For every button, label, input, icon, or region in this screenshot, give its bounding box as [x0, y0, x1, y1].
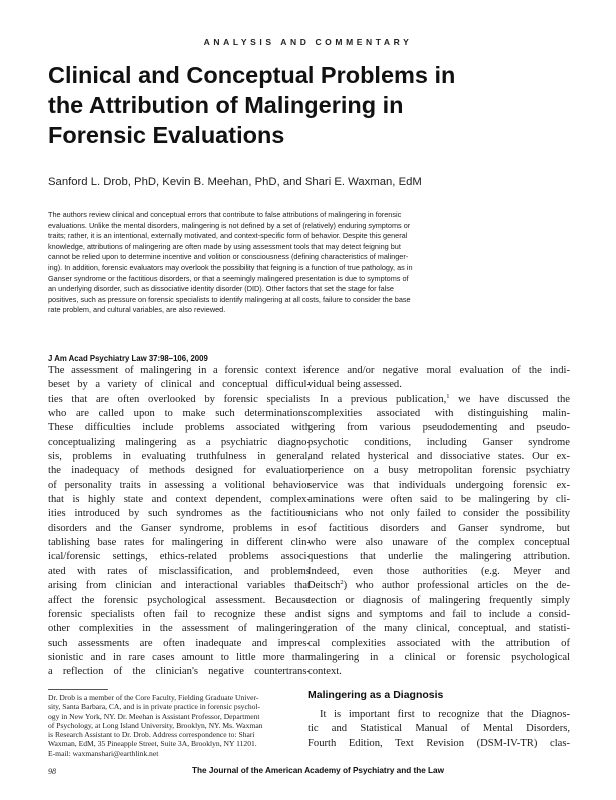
- body-line: beset by a variety of clinical and conceptual difficul-: [48, 379, 310, 391]
- body-line: malingering in a clinical or forensic psychological: [308, 651, 570, 663]
- abstract-line: traits; rather, it is an intentional, externally motivated, and context-specific form of behavior. Despite this general: [48, 231, 408, 241]
- body-line: disorders and the Ganser syndrome, problems in es-: [48, 522, 310, 534]
- body-line: and related hysterical and dissociative states. Our ex-: [308, 451, 570, 463]
- body-line: gering from various pseudodementing and pseudo-: [308, 422, 570, 434]
- spacer: [308, 680, 570, 688]
- body-line: sis, problems in evaluating truthfulness in general,: [48, 451, 310, 463]
- abstract-line: positives, such as pressure on forensic specialists to identify malingering at all costs, failure to consider the base: [48, 294, 411, 304]
- body-line: affect the forensic psychological assessment. Because: [48, 594, 310, 606]
- body-line: who are called upon to make such determinations.: [48, 408, 310, 420]
- abstract-line: The authors review clinical and conceptual errors that contribute to false attributions of malingering in forensic: [48, 210, 402, 219]
- body-line: ated with rates of misclassification, and problems: [48, 565, 310, 577]
- title-line: Clinical and Conceptual Problems in: [48, 62, 456, 88]
- body-line: It is important first to recognize that the Diagnos-: [320, 708, 570, 720]
- body-line: complexities associated with distinguishing malin-: [308, 408, 570, 420]
- abstract-line: rate problem, and cultural variables, are also reviewed.: [48, 305, 226, 315]
- body-right-column: [308, 364, 570, 751]
- footnote-line: Waxman, EdM, 35 Pineapple Street, Suite 3A, Brooklyn, NY 11201.: [48, 739, 257, 749]
- body-line: of personality traits in assessing a volitional behavior: [48, 479, 310, 491]
- body-line: such assessments are often inadequate and impres-: [48, 637, 310, 649]
- body-line: ties that are often overlooked by forensic specialists: [48, 393, 310, 405]
- body-line: [308, 393, 570, 407]
- body-line: vidual being assessed.: [308, 379, 402, 391]
- body-text: Deitsch: [308, 580, 341, 592]
- body-line: of factitious disorders and Ganser syndrome, but: [308, 522, 570, 534]
- title-line: the Attribution of Malingering in: [48, 92, 404, 118]
- body-line: Fourth Edition, Text Revision (DSM-IV-TR) clas-: [308, 737, 570, 749]
- body-line: tection or diagnosis of malingering frequently simply: [308, 594, 570, 606]
- section-header: ANALYSIS AND COMMENTARY: [203, 37, 413, 47]
- body-text: we have discussed the: [449, 393, 570, 405]
- footnote-line: E-mail: waxmanshari@earthlink.net: [48, 748, 159, 758]
- body-line: These difficulties include problems associated with: [48, 422, 310, 434]
- article-title: [48, 60, 588, 150]
- author-list: Sanford L. Drob, PhD, Kevin B. Meehan, PhD, and Shari E. Waxman, EdM: [48, 176, 422, 188]
- body-line: sionistic and in rare cases amount to little more than: [48, 651, 310, 663]
- body-line: psychotic conditions, including Ganser syndrome: [308, 436, 570, 448]
- abstract-line: ing). In addition, forensic evaluators may overlook the possibility that feigning is a function of true pathology, as in: [48, 262, 413, 272]
- body-line: forensic specialists often fail to recognize these and: [48, 608, 310, 620]
- body-line: the inadequacy of methods designed for evaluation: [48, 465, 310, 477]
- body-line: eration of the many clinical, conceptual, and statisti-: [308, 623, 570, 635]
- body-line: conceptualizing malingering as a psychiatric diagno-: [48, 436, 310, 448]
- body-line: ical/forensic settings, ethics-related problems associ-: [48, 551, 310, 563]
- author-footnote: [48, 693, 310, 758]
- body-line: list signs and symptoms and fail to include a consid-: [308, 608, 570, 620]
- footnote-line: Dr. Drob is a member of the Core Faculty, Fielding Graduate Univer-: [48, 693, 259, 702]
- abstract-line: knowledge, attributions of malingering are often made by using assessment tools that may detect feigning but: [48, 241, 401, 251]
- page-number: 98: [48, 767, 56, 776]
- body-line: The assessment of malingering in a forensic context is: [48, 365, 310, 376]
- footnote-line: ogy in New York, NY. Dr. Meehan is Assistant Professor, Department: [48, 711, 260, 721]
- footnote-line: of Psychology, at Long Island University, Brooklyn, NY. Ms. Waxman: [48, 720, 263, 730]
- body-line: ference and/or negative moral evaluation of the indi-: [308, 365, 570, 376]
- body-line: ities introduced by such syndromes as the factitious: [48, 508, 310, 520]
- body-line: that is highly state and context dependent, complex-: [48, 494, 310, 506]
- body-text: ) who author professional articles on the de-: [343, 580, 570, 592]
- body-line: perience on a busy metropolitan forensic psychiatry: [308, 465, 570, 477]
- footnote-line: sity, Santa Barbara, CA, and is in private practice in forensic psychol-: [48, 702, 261, 712]
- section-subheading: Malingering as a Diagnosis: [308, 688, 444, 701]
- body-line: tic and Statistical Manual of Mental Disorders,: [308, 723, 570, 735]
- abstract: [48, 210, 568, 316]
- abstract-line: an underlying disorder, such as dissociative identity disorder (DID). Other factors that set the stage for false: [48, 284, 394, 294]
- journal-name: The Journal of the American Academy of Psychiatry and the Law: [192, 766, 444, 775]
- body-line: who were also unaware of the complex conceptual: [308, 537, 570, 549]
- body-line: nicians who not only failed to consider the possibility: [308, 508, 570, 520]
- reference-marker: 1: [446, 392, 450, 400]
- body-line: a reflection of the clinician's negative countertrans-: [48, 666, 310, 678]
- body-line: tablishing base rates for malingering in different clin-: [48, 537, 310, 549]
- body-line: other complexities in the assessment of malingering,: [48, 623, 310, 635]
- citation: J Am Acad Psychiatry Law 37:98–106, 2009: [48, 354, 208, 363]
- body-line: cal complexities associated with the attribution of: [308, 637, 570, 649]
- body-line: arising from clinician and interactional variables that: [48, 580, 310, 592]
- body-line: service was that individuals undergoing forensic ex-: [308, 479, 570, 491]
- footnote-line: is Research Assistant to Dr. Drob. Address correspondence to: Shari: [48, 730, 255, 740]
- body-text: In a previous publication,: [320, 393, 447, 405]
- body-line: [308, 579, 570, 593]
- footnote-divider: [48, 689, 108, 690]
- body-line: aminations were often said to be malingering by cli-: [308, 494, 570, 506]
- body-line: questions that underlie the malingering attribution.: [308, 551, 570, 563]
- body-line: Indeed, even those authorities (e.g. Meyer and: [308, 565, 570, 577]
- title-line: Forensic Evaluations: [48, 122, 285, 148]
- abstract-line: evaluations. Unlike the mental disorders, malingering is not defined by a set of (relatively) enduring symptoms or: [48, 220, 411, 230]
- body-line: context.: [308, 666, 342, 678]
- reference-marker: 2: [340, 579, 344, 587]
- abstract-line: Ganser syndrome or the factitious disorders, or that a seemingly malingered presentation is due to symptoms of: [48, 273, 409, 283]
- body-left-column: [48, 364, 310, 680]
- abstract-line: cannot be relied upon to determine incentive and volition or consciousness (defining characteristics of malinger-: [48, 252, 409, 262]
